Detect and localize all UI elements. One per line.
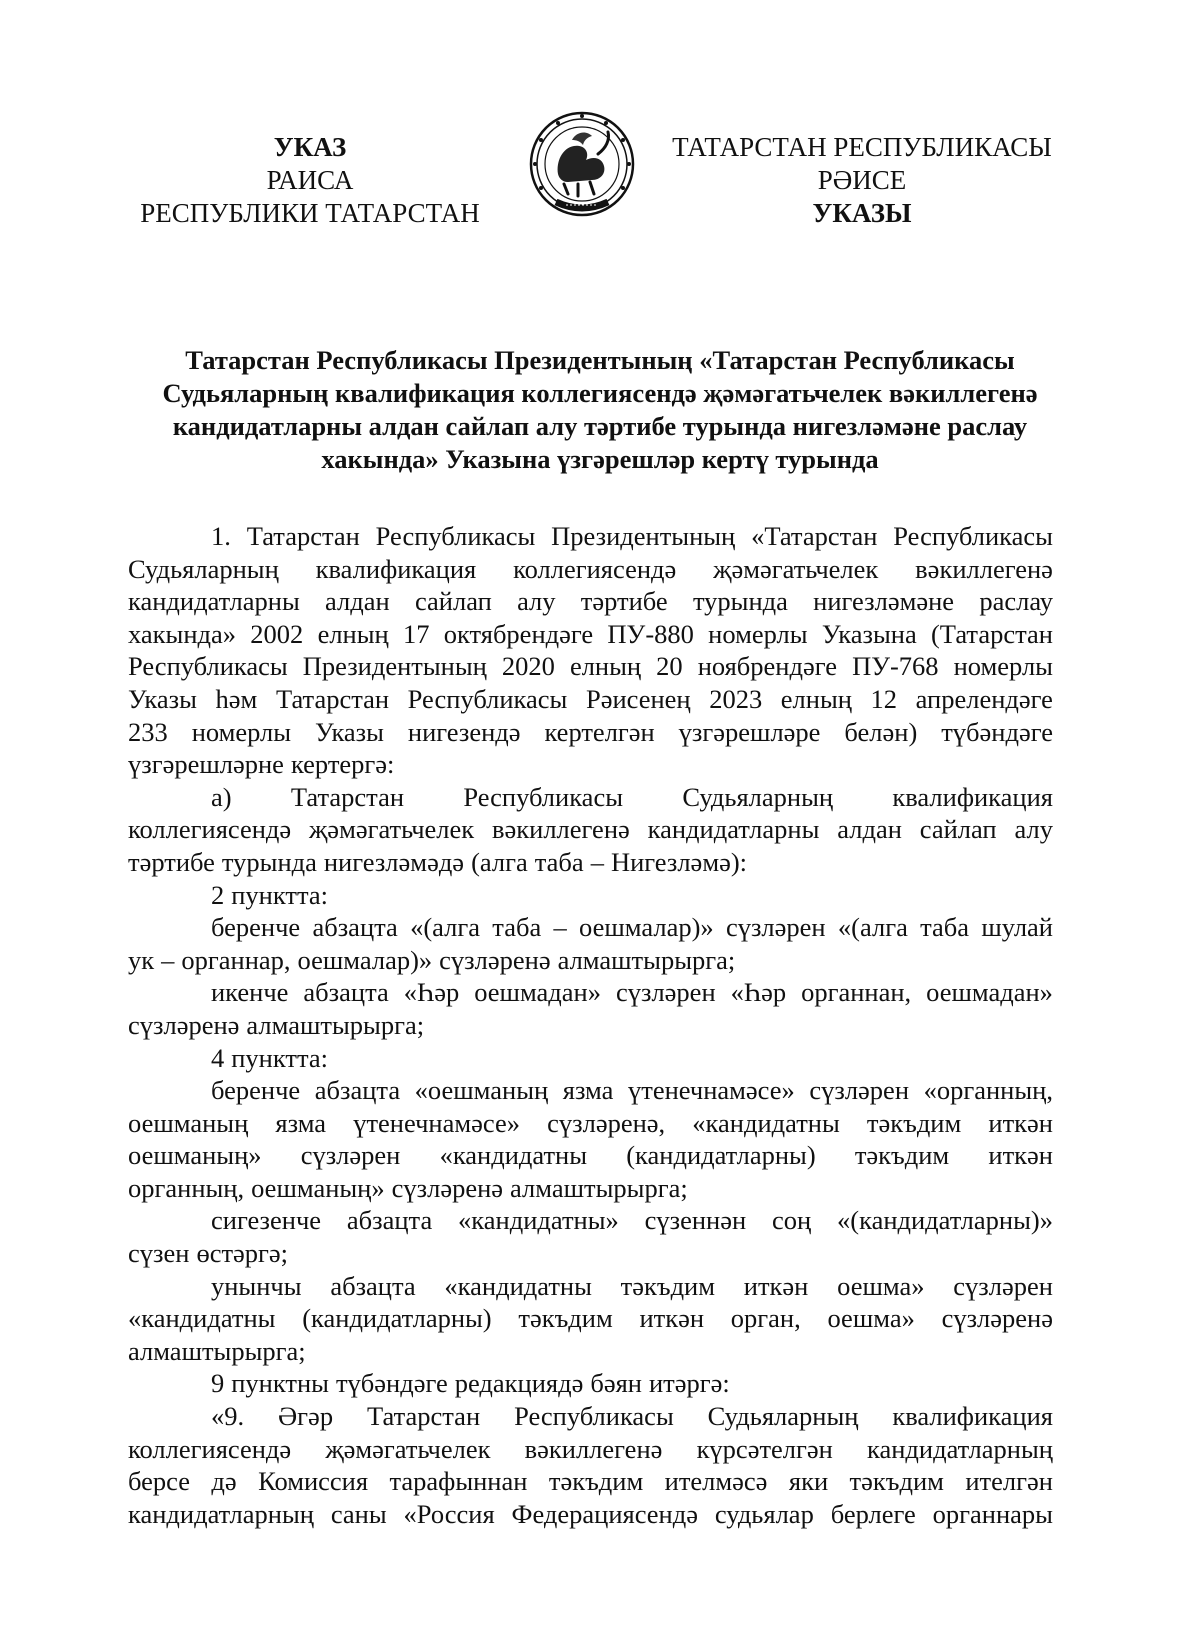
word: тәкъдим: [518, 1303, 613, 1334]
title-line: Судьяларның квалификация коллегиясендә җәмәгатьчелек вәкиллегенә: [162, 378, 1038, 408]
word: оешмалар)»: [579, 912, 714, 943]
word: таба: [920, 912, 970, 943]
word: 2020: [501, 651, 555, 682]
title-line: кандидатларны алдан сайлап алу тәртибе турында нигезләмәне раслау: [172, 411, 1028, 441]
word: тәкъдим: [866, 1107, 962, 1138]
word: «органның,: [923, 1075, 1053, 1106]
word: номерлы: [708, 618, 808, 649]
word: 1.: [211, 521, 231, 551]
word: тәртибе: [128, 846, 215, 877]
word: сүзләренә: [941, 1303, 1053, 1334]
word: Указы: [315, 716, 384, 747]
header-right-line: ТАТАРСТАН РЕСПУБЛИКАСЫ: [672, 132, 1052, 162]
word: ителмәсә: [664, 1466, 768, 1497]
word: бәян: [590, 1368, 642, 1399]
word: иткән: [743, 1270, 809, 1301]
word: Татарстан: [275, 683, 390, 714]
header-right-line: РӘИСЕ: [817, 165, 907, 195]
title-line: хакында» Указына үзгәрешләр кертү турында: [321, 444, 879, 474]
word: «оешманың: [414, 1075, 549, 1106]
body-line: [128, 650, 1053, 683]
word: 2002: [250, 618, 304, 649]
word: (Татарстан: [930, 618, 1053, 649]
word: тәкъдим: [854, 1140, 950, 1171]
word: тәртибе: [580, 586, 668, 617]
body-line: [128, 1172, 1053, 1205]
word: үтенечнамәсе»: [627, 1075, 795, 1106]
body-line: [128, 1433, 1053, 1466]
word: нигезләмәдә: [323, 846, 465, 877]
body-line: [128, 976, 1053, 1009]
word: итәргә:: [648, 1368, 730, 1399]
word: сүзләренә: [391, 1172, 504, 1203]
word: сайлап: [919, 814, 997, 845]
word: а): [211, 781, 232, 812]
word: абзацта: [330, 1270, 416, 1301]
word: квалификация: [315, 553, 477, 584]
word: апрелендәге: [915, 683, 1053, 714]
body-line: [128, 1042, 1053, 1075]
word: Указы: [128, 683, 197, 714]
word: соң: [771, 1205, 812, 1236]
word: ноябрендәге: [697, 651, 838, 682]
word: сүзләренә: [439, 944, 551, 975]
title-line: Татарстан Республикасы Президентының «Татарстан Республикасы: [185, 345, 1015, 375]
word: органның,: [128, 1172, 245, 1203]
word: кандидатларны: [128, 586, 300, 617]
body-line: [128, 618, 1053, 651]
word: абзацта: [303, 977, 389, 1008]
word: үтенечнамәсе»: [353, 1107, 520, 1138]
word: «9.: [211, 1401, 245, 1432]
word: турында: [692, 586, 788, 617]
body-line: [128, 1498, 1053, 1531]
body-line: [128, 1009, 1053, 1042]
word: номерлы: [953, 651, 1053, 682]
word: нигезендә: [407, 716, 521, 747]
body-line: [128, 748, 1053, 781]
body-line: [128, 520, 1053, 553]
word: орган,: [730, 1303, 801, 1334]
body-line: [128, 1107, 1053, 1140]
word: «кандидатны: [444, 1270, 592, 1301]
word: һәм: [215, 683, 258, 714]
body-line: [128, 879, 1053, 912]
body-line: [128, 585, 1053, 618]
coat-of-arms-emblem: [528, 110, 636, 218]
word: коллегиясендә: [513, 553, 677, 584]
word: 2023: [709, 683, 763, 714]
word: алу: [1014, 814, 1053, 845]
word: «кандидатны: [128, 1303, 276, 1334]
body-line: [128, 1139, 1053, 1172]
word: Республикасы: [463, 781, 624, 812]
word: ителгән: [965, 1466, 1053, 1497]
word: «кандидатны»: [458, 1205, 619, 1236]
word: Президентының: [551, 521, 736, 551]
word: Федерациясендә: [511, 1498, 698, 1529]
word: –: [161, 944, 175, 975]
word: Татарстан: [246, 521, 360, 551]
word: «Һәр: [403, 977, 460, 1008]
word: җәмәгатьчелек: [713, 553, 879, 584]
word: Татарстан: [290, 781, 405, 812]
word: берлеге: [830, 1498, 916, 1529]
word: түбәндәге: [335, 1368, 448, 1399]
word: вәкиллегенә: [492, 814, 630, 845]
body-line: [128, 1204, 1053, 1237]
word: октябрендәге: [443, 618, 594, 649]
word: тәкъдим: [620, 1270, 716, 1301]
word: редакциядә: [454, 1368, 584, 1399]
body-line: [128, 1237, 1053, 1270]
word: органнар,: [181, 944, 291, 975]
word: алмаштырырга;: [246, 1009, 425, 1040]
word: үзгәрешләре: [678, 716, 821, 747]
word: органнан,: [801, 977, 912, 1008]
word: органнары: [932, 1498, 1053, 1529]
word: күрсәтелгән: [696, 1433, 833, 1464]
word: (кандидатларны): [626, 1140, 816, 1171]
word: ПУ-768: [852, 651, 939, 682]
word: иткән: [988, 1140, 1053, 1171]
word: тарафыннан: [389, 1466, 528, 1497]
body-line: [128, 1400, 1053, 1433]
word: «(алга: [410, 912, 481, 943]
word: алдан: [325, 586, 390, 617]
word: вәкиллегенә: [915, 553, 1053, 584]
word: Рәисенең: [585, 683, 691, 714]
header-left-line: РАИСА: [266, 165, 354, 195]
word: абзацта: [346, 1205, 433, 1236]
word: алмаштырырга;: [128, 1335, 306, 1366]
word: алмаштырырга;: [557, 944, 736, 975]
word: тәкъдим: [548, 1466, 644, 1497]
word: сүзеннән: [644, 1205, 747, 1236]
word: алу: [517, 586, 556, 617]
word: коллегиясендә: [128, 1433, 292, 1464]
word: унынчы: [211, 1270, 302, 1301]
word: Татарстан: [367, 1401, 481, 1432]
word: 12: [870, 683, 898, 714]
word: турында: [221, 846, 317, 877]
word: ПУ-880: [607, 618, 694, 649]
word: кандидатларның: [128, 1498, 314, 1529]
header-right: [652, 131, 1072, 230]
word: яки: [788, 1466, 829, 1497]
word: җәмәгатьчелек: [325, 1433, 491, 1464]
word: Судьяларның: [682, 781, 834, 812]
word: җәмәгатьчелек: [309, 814, 475, 845]
word: –: [553, 912, 567, 943]
body-line: [128, 813, 1053, 846]
word: кандидатларны: [647, 814, 820, 845]
document-title: [120, 344, 1080, 476]
word: Судьяларның: [707, 1401, 859, 1432]
word: номерлы: [191, 716, 292, 747]
word: шулай: [981, 912, 1053, 943]
word: оешма»: [827, 1303, 915, 1334]
body-line: [128, 781, 1053, 814]
word: ук: [128, 944, 155, 975]
word: «Татарстан: [751, 521, 878, 551]
word: сайлап: [414, 586, 492, 617]
word: раслау: [979, 586, 1053, 617]
word: оешманың»: [128, 1140, 262, 1171]
word: «(кандидатларны)»: [837, 1205, 1053, 1236]
word: белән): [844, 716, 918, 747]
word: 20: [656, 651, 683, 682]
word: 233: [128, 716, 168, 747]
word: 17: [402, 618, 430, 649]
word: язма: [562, 1075, 614, 1106]
word: пунктны: [231, 1368, 329, 1399]
word: оешманың: [128, 1107, 249, 1138]
word: оешма»: [837, 1270, 925, 1301]
word: 4: [211, 1042, 225, 1073]
word: квалификация: [892, 1401, 1053, 1432]
word: тәкъдим: [849, 1466, 944, 1497]
word: «Россия: [403, 1498, 495, 1529]
body-line: [128, 1335, 1053, 1368]
word: 2: [211, 879, 225, 910]
word: Республикасы: [514, 1401, 674, 1432]
word: иткән: [988, 1107, 1053, 1138]
word: (алга: [471, 846, 528, 877]
word: үзгәрешләрне: [128, 749, 284, 780]
word: беренче: [211, 1075, 301, 1106]
body-line: [128, 911, 1053, 944]
word: кандидатларның: [867, 1433, 1053, 1464]
body-line: [128, 846, 1053, 879]
word: оешмадан»: [926, 977, 1053, 1008]
word: Президентының: [302, 651, 487, 682]
word: хакында»: [128, 618, 237, 649]
word: түбәндәге: [941, 716, 1053, 747]
word: Әгәр: [278, 1401, 334, 1432]
body-line: [128, 1302, 1053, 1335]
word: «(алга: [837, 912, 908, 943]
body-line: [128, 1270, 1053, 1303]
word: «Һәр: [730, 977, 787, 1008]
word: елның: [780, 683, 852, 714]
word: Комиссия: [258, 1466, 369, 1497]
word: –: [590, 846, 604, 877]
word: Судьяларның: [128, 553, 279, 584]
body-line: [128, 1367, 1053, 1400]
document-body: [128, 520, 1053, 1530]
word: язма: [275, 1107, 327, 1138]
word: кертергә:: [290, 749, 395, 780]
word: сүзләрен: [725, 912, 826, 943]
word: алмаштырырга;: [510, 1172, 688, 1203]
word: беренче: [211, 912, 301, 943]
word: коллегиясендә: [128, 814, 292, 845]
word: пунктта:: [231, 879, 328, 910]
body-line: [128, 1074, 1053, 1107]
word: берсе: [128, 1466, 190, 1497]
word: саны: [330, 1498, 387, 1529]
word: «кандидатны: [439, 1140, 588, 1171]
word: өстәргә;: [196, 1238, 289, 1269]
word: абзацта: [312, 912, 398, 943]
word: кертелгән: [544, 716, 655, 747]
word: таба: [492, 912, 542, 943]
body-line: [128, 944, 1053, 977]
header-left-line: УКАЗ: [273, 132, 347, 162]
word: пунктта:: [231, 1042, 328, 1073]
body-line: [128, 683, 1053, 716]
word: оешманың»: [251, 1172, 385, 1203]
header-left: [100, 131, 520, 230]
word: нигезләмәне: [813, 586, 955, 617]
body-line: [128, 553, 1053, 586]
word: сүзләрен: [300, 1140, 401, 1171]
word: иткән: [639, 1303, 705, 1334]
header-left-line: РЕСПУБЛИКИ ТАТАРСТАН: [140, 198, 480, 228]
word: сигезенче: [211, 1205, 322, 1236]
word: сүзләрен: [953, 1270, 1053, 1301]
word: Республикасы: [375, 521, 536, 551]
word: елның: [569, 651, 642, 682]
word: таба: [534, 846, 584, 877]
word: алдан: [837, 814, 902, 845]
word: оешмадан»: [474, 977, 601, 1008]
word: Республикасы: [407, 683, 568, 714]
word: квалификация: [892, 781, 1053, 812]
body-line: [128, 1465, 1053, 1498]
word: вәкиллегенә: [524, 1433, 663, 1464]
word: «кандидатны: [692, 1107, 840, 1138]
word: абзацта: [314, 1075, 401, 1106]
word: оешмалар)»: [297, 944, 433, 975]
word: Указына: [821, 618, 917, 649]
word: Республикасы: [128, 651, 288, 682]
body-line: [128, 716, 1053, 749]
word: елның: [317, 618, 389, 649]
word: судьялар: [714, 1498, 814, 1529]
word: икенче: [211, 977, 289, 1008]
word: сүзләренә: [128, 1009, 240, 1040]
word: дә: [211, 1466, 237, 1497]
word: сүзләрен: [615, 977, 716, 1008]
word: сүзен: [128, 1238, 190, 1269]
word: Нигезләмә):: [610, 846, 748, 877]
word: 9: [211, 1368, 225, 1399]
header-right-line: УКАЗЫ: [812, 198, 912, 228]
word: сүзләрен: [809, 1075, 910, 1106]
word: (кандидатларны): [302, 1303, 492, 1334]
word: Республикасы: [893, 521, 1053, 551]
word: сүзләренә,: [547, 1107, 666, 1138]
